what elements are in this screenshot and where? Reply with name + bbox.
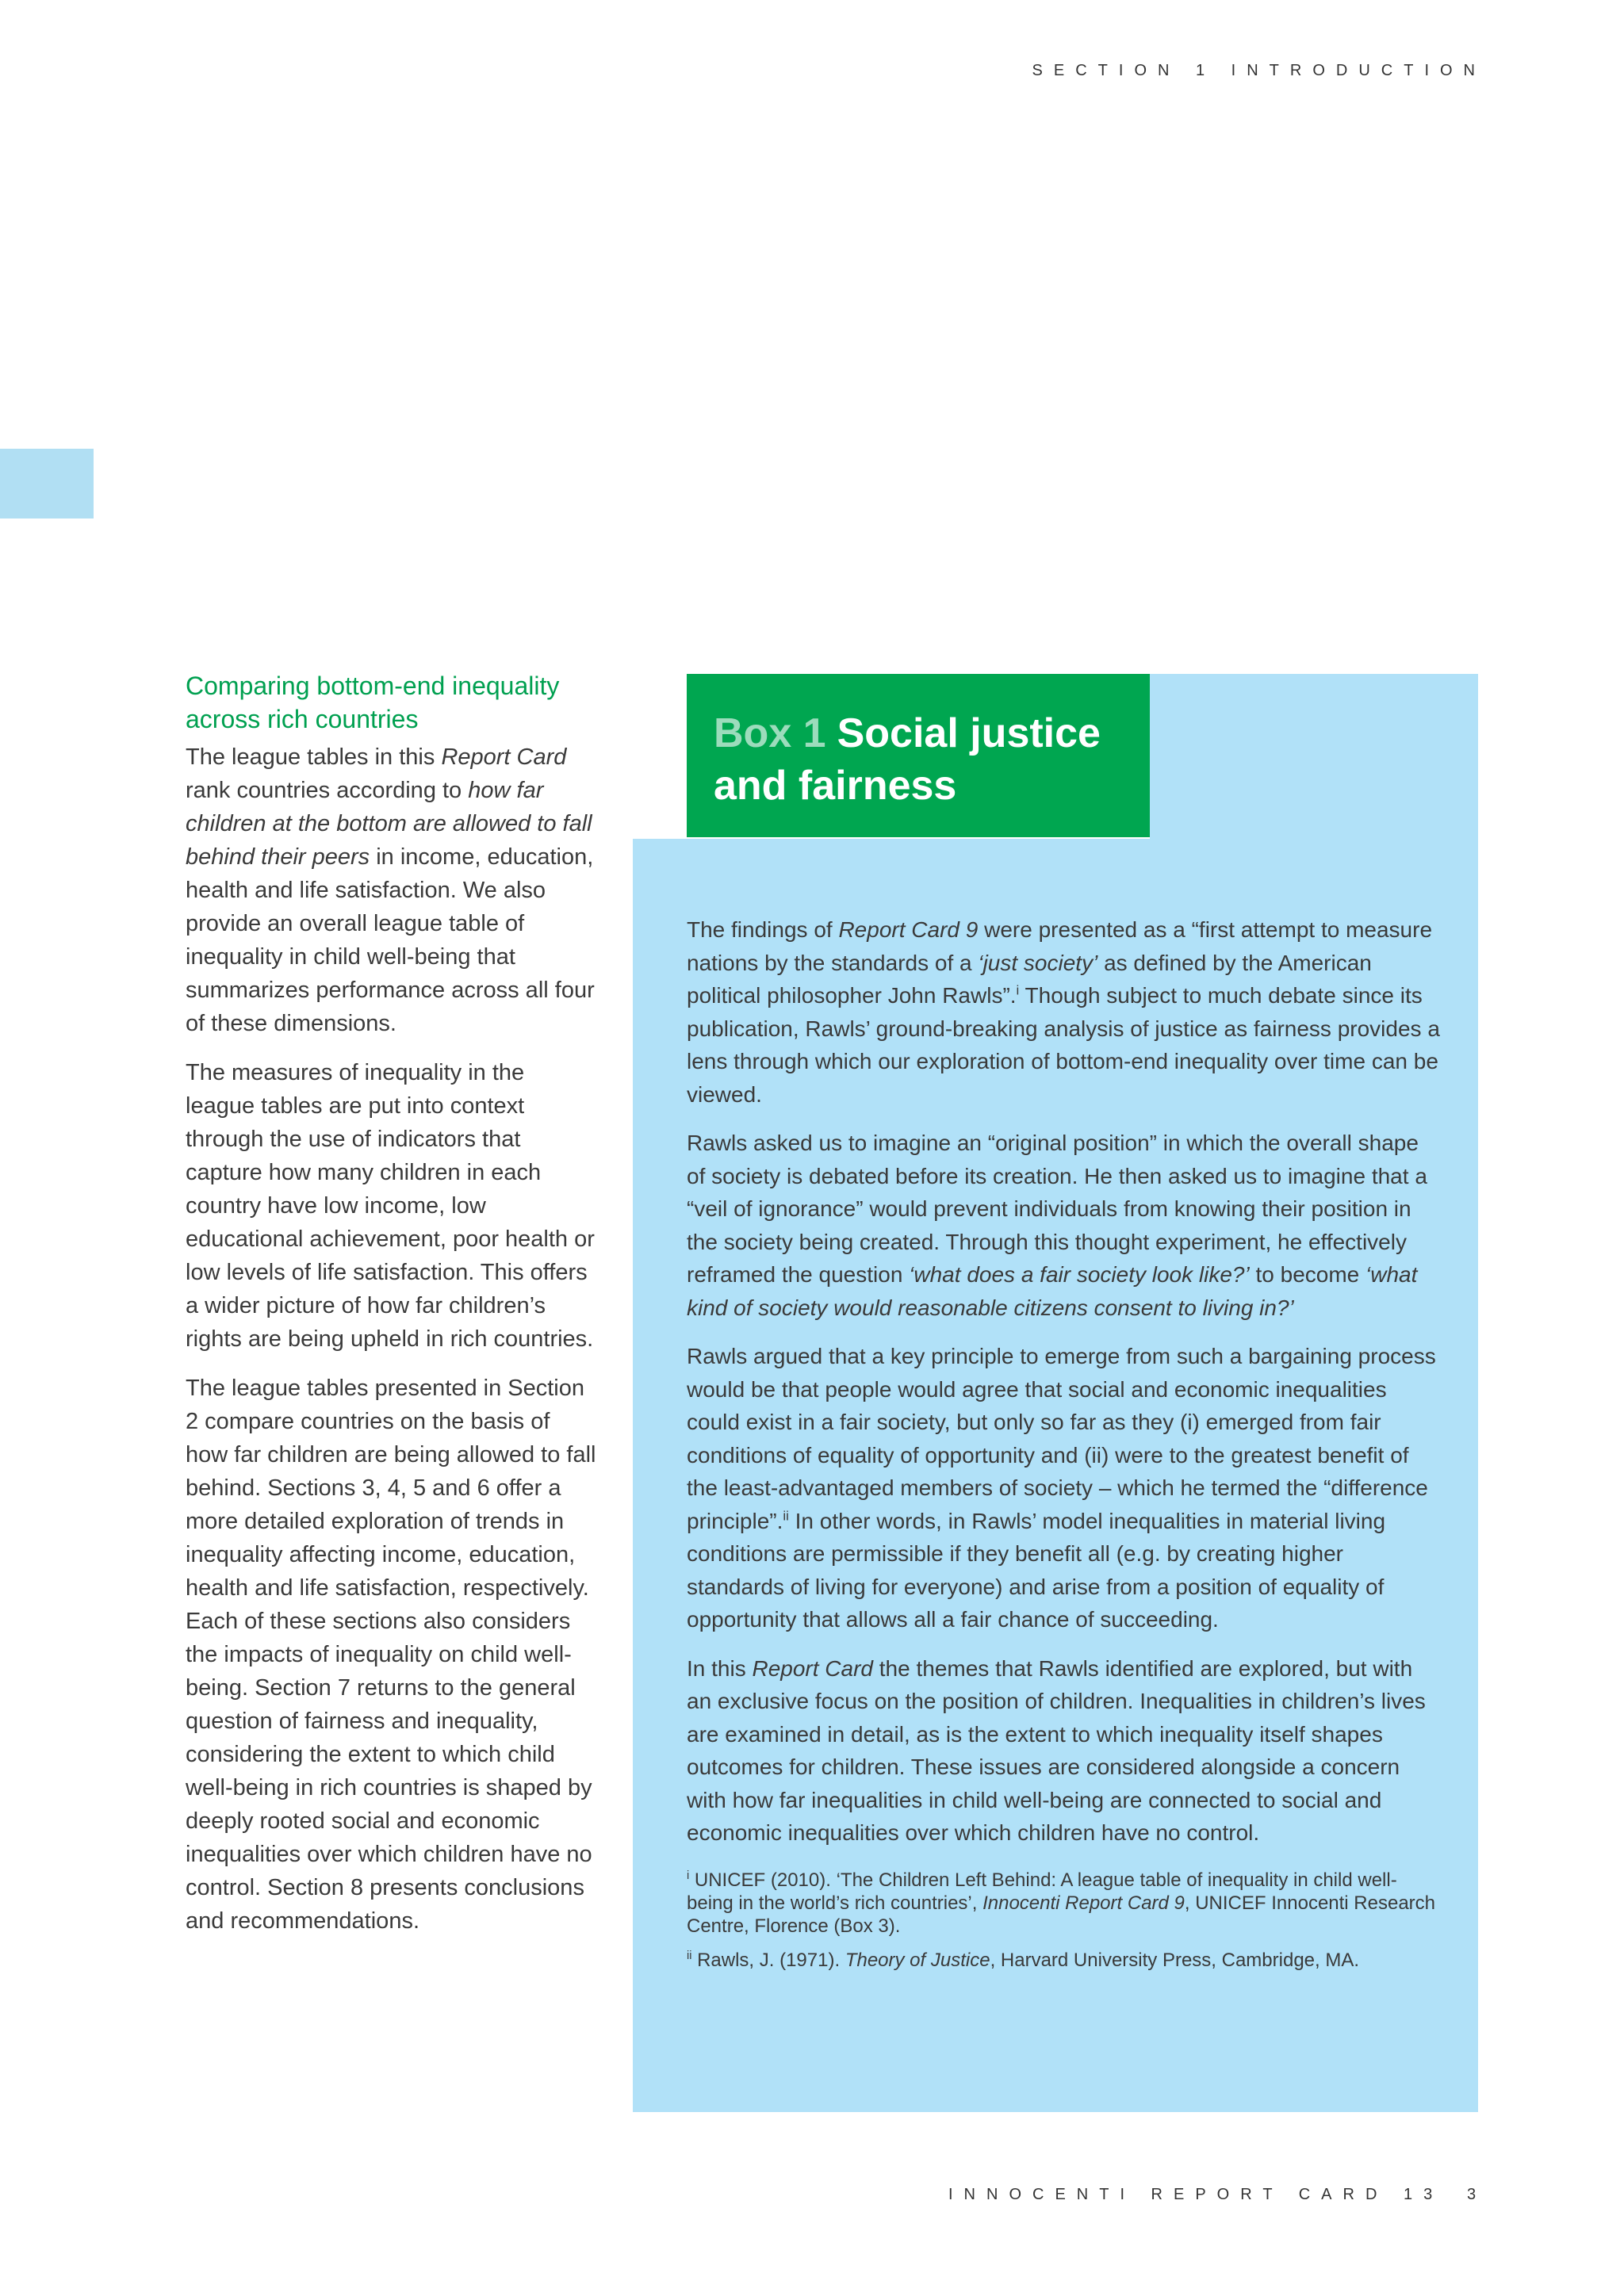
left-column bbox=[186, 669, 598, 1954]
box-paragraph-1: The findings of Report Card 9 were presented as a “first attempt to measure nations by the standards of a ‘just society’ as defined by the American political philosopher John Rawls”.$^i$ Though subject to much debate since its publication, Rawls’ ground-breaking analysis of justice as fairness provides a lens through which our exploration of bottom-end inequality over time can be viewed. bbox=[687, 917, 1440, 1107]
box-title-banner bbox=[687, 674, 1150, 837]
section-tab-marker bbox=[0, 449, 94, 519]
footnote-i: $^i$ UNICEF (2010). ‘The Children Left Behind: A league table of inequality in child well-being in the world’s rich countries’, Innocenti Report Card 9, UNICEF Innocenti Research Centre, Florence (Box 3). bbox=[687, 1869, 1436, 1937]
box-body bbox=[687, 913, 1440, 1983]
box-paragraph-2: Rawls asked us to imagine an “original position” in which the overall shape of society is debated before its creation. He then asked us to imagine that a “veil of ignorance” would prevent individuals from knowing their position in the society being created. Through this thought experiment, he effectively reframed the question ‘what does a fair society look like?’ to become ‘what kind of society would reasonable citizens consent to living in?’ bbox=[687, 1131, 1427, 1320]
section-subheading: Comparing bottom-end inequality across rich countries bbox=[186, 672, 560, 733]
box-footnotes bbox=[687, 1869, 1440, 1972]
box-number: Box 1 bbox=[714, 710, 826, 756]
box-paragraph-3: Rawls argued that a key principle to emerge from such a bargaining process would be that people would agree that social and economic inequalities could exist in a fair society, but only so far as they (i) emerged from fair conditions of equality of opportunity and (ii) were to the greatest benefit of the least-advantaged members of society – which he termed the “difference principle”.$^{ii}$ In other words, in Rawls’ model inequalities in material living conditions are permissible if they benefit all (e.g. by creating higher standards of living for everyone) and arise from a position of equality of opportunity that allows all a fair chance of succeeding. bbox=[687, 1344, 1436, 1632]
box-title-line-2: and fairness bbox=[714, 763, 957, 809]
left-paragraph-2: The measures of inequality in the league tables are put into context through the use of indicators that capture how many children in each country have low income, low educational achievement, poor health or low levels of life satisfaction. This offers a wider picture of how far children’s rights are being upheld in rich countries. bbox=[186, 1060, 595, 1352]
box-background-top bbox=[1150, 674, 1478, 840]
running-footer: INNOCENTI REPORT CARD 13 bbox=[948, 2186, 1444, 2203]
page-number: 3 bbox=[1467, 2186, 1477, 2203]
box-paragraph-4: In this Report Card the themes that Rawls identified are explored, but with an exclusive focus on the position of children. Inequalities in children’s lives are examined in detail, as is the extent to which inequality itself shapes outcomes for children. These issues are considered alongside a concern with how far inequalities in child well-being are connected to social and economic inequalities over which children have no control. bbox=[687, 1655, 1426, 1845]
box-title-line-1: Social justice bbox=[837, 710, 1101, 756]
footnote-ref-i: i bbox=[1016, 982, 1020, 998]
footnote-ii: $^{ii}$ Rawls, J. (1971). Theory of Justice, Harvard University Press, Cambridge, MA. bbox=[687, 1949, 1360, 1971]
running-header: SECTION 1 INTRODUCTION bbox=[1032, 62, 1486, 79]
left-paragraph-3: The league tables presented in Section 2 compare countries on the basis of how far children are being allowed to fall behind. Sections 3, 4, 5 and 6 offer a more detailed exploration of trends in inequality affecting income, education, health and life satisfaction, respectively. Each of these sections also considers the impacts of inequality on child well-being. Section 7 returns to the general question of fairness and inequality, considering the extent to which child well-being in rich countries is shaped by deeply rooted social and economic inequalities over which children have no control. Section 8 presents conclusions and recommendations. bbox=[186, 1376, 596, 1934]
left-paragraph-1: The league tables in this Report Card rank countries according to how far children at the bottom are allowed to fall behind their peers in income, education, health and life satisfaction. We also provide an overall league table of inequality in child well-being that summarizes performance across all four of these dimensions. bbox=[186, 744, 595, 1036]
footnote-ref-ii: ii bbox=[783, 1508, 789, 1524]
